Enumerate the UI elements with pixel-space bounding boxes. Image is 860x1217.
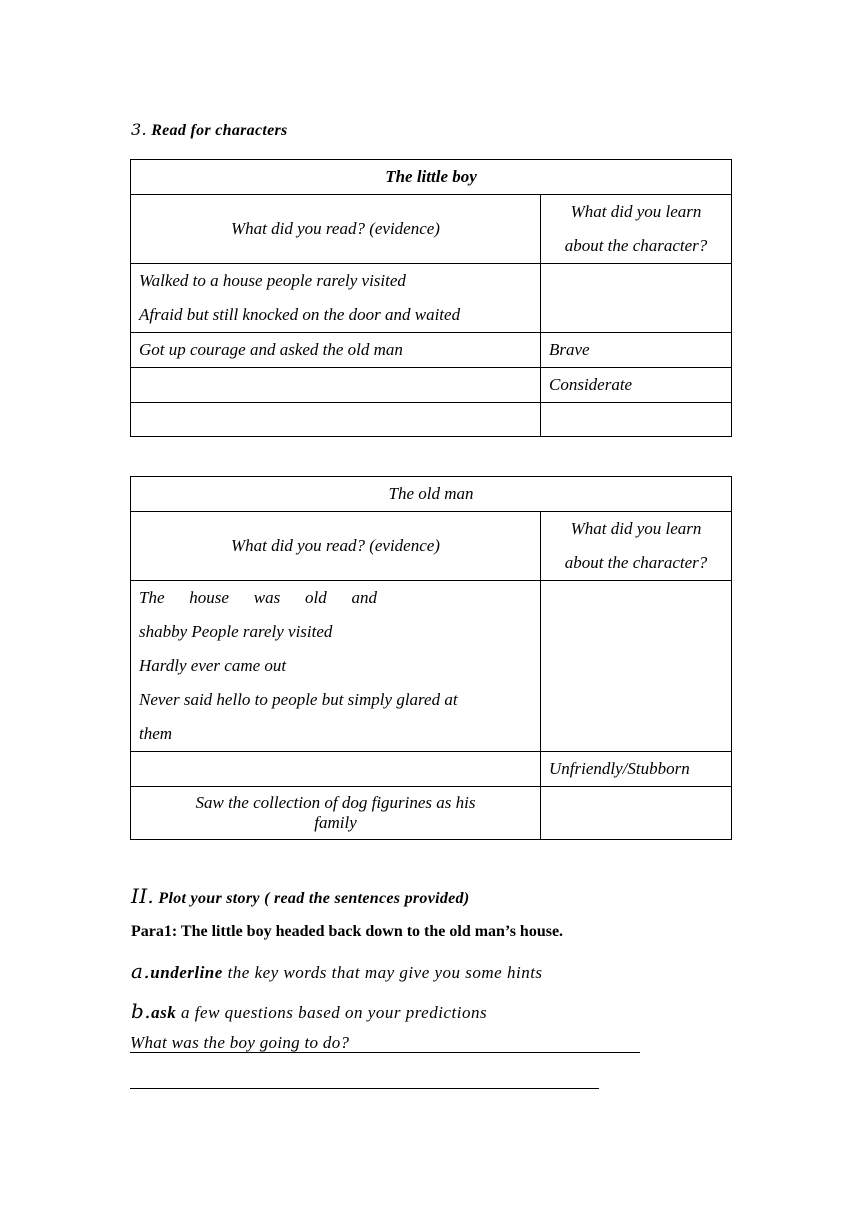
trait-cell: Considerate bbox=[541, 368, 732, 403]
task-b-keyword: ask bbox=[151, 1003, 177, 1022]
task-b-marker: b. bbox=[131, 999, 152, 1023]
trait-cell[interactable] bbox=[541, 403, 732, 437]
evidence-cell[interactable] bbox=[131, 752, 541, 787]
task-a-keyword: underline bbox=[150, 963, 223, 982]
evidence-line: them bbox=[139, 724, 173, 743]
evidence-line: The house was old and bbox=[139, 588, 377, 607]
section-2-heading bbox=[131, 884, 469, 908]
evidence-column-header: What did you read? (evidence) bbox=[131, 512, 541, 581]
task-b-text: a few questions based on your predictions bbox=[176, 1003, 488, 1022]
evidence-column-header: What did you read? (evidence) bbox=[131, 195, 541, 264]
little-boy-table-title: The little boy bbox=[131, 160, 732, 195]
evidence-cell[interactable] bbox=[131, 368, 541, 403]
learn-header-line-1: What did you learn bbox=[570, 519, 702, 538]
learn-column-header bbox=[541, 512, 732, 581]
trait-cell[interactable] bbox=[541, 581, 732, 752]
section-2-title: Plot your story ( read the sentences provided) bbox=[158, 890, 470, 907]
evidence-line: Walked to a house people rarely visited bbox=[139, 271, 406, 290]
question-line: What was the boy going to do? bbox=[130, 1034, 640, 1053]
evidence-line: Never said hello to people but simply glared at bbox=[139, 690, 458, 709]
section-3-heading bbox=[131, 120, 288, 140]
trait-cell: Unfriendly/Stubborn bbox=[541, 752, 732, 787]
evidence-line: Afraid but still knocked on the door and waited bbox=[139, 305, 461, 324]
evidence-line: shabby People rarely visited bbox=[139, 622, 333, 641]
task-a bbox=[131, 959, 543, 983]
evidence-cell: Got up courage and asked the old man bbox=[131, 333, 541, 368]
learn-column-header bbox=[541, 195, 732, 264]
old-man-table bbox=[130, 476, 732, 840]
evidence-cell bbox=[131, 581, 541, 752]
para-1-sentence: Para1: The little boy headed back down to the old man’s house. bbox=[131, 923, 564, 940]
evidence-cell[interactable] bbox=[131, 403, 541, 437]
learn-header-line-2: about the character? bbox=[564, 236, 708, 255]
trait-cell: Brave bbox=[541, 333, 732, 368]
trait-cell[interactable] bbox=[541, 787, 732, 840]
evidence-line: family bbox=[314, 813, 357, 832]
evidence-cell bbox=[131, 264, 541, 333]
learn-header-line-1: What did you learn bbox=[570, 202, 702, 221]
evidence-line: Hardly ever came out bbox=[139, 656, 287, 675]
answer-blank-line[interactable] bbox=[130, 1070, 599, 1089]
trait-cell[interactable] bbox=[541, 264, 732, 333]
section-2-number: II. bbox=[131, 884, 155, 908]
section-3-number: 3. bbox=[131, 120, 147, 139]
task-b bbox=[131, 999, 487, 1023]
task-a-marker: a. bbox=[131, 959, 151, 983]
evidence-cell bbox=[131, 787, 541, 840]
old-man-table-title: The old man bbox=[131, 477, 732, 512]
section-3-title: Read for characters bbox=[151, 122, 288, 139]
task-a-text: the key words that may give you some hints bbox=[222, 963, 543, 982]
evidence-line: Saw the collection of dog figurines as his bbox=[195, 793, 476, 812]
little-boy-table bbox=[130, 159, 732, 437]
learn-header-line-2: about the character? bbox=[564, 553, 708, 572]
